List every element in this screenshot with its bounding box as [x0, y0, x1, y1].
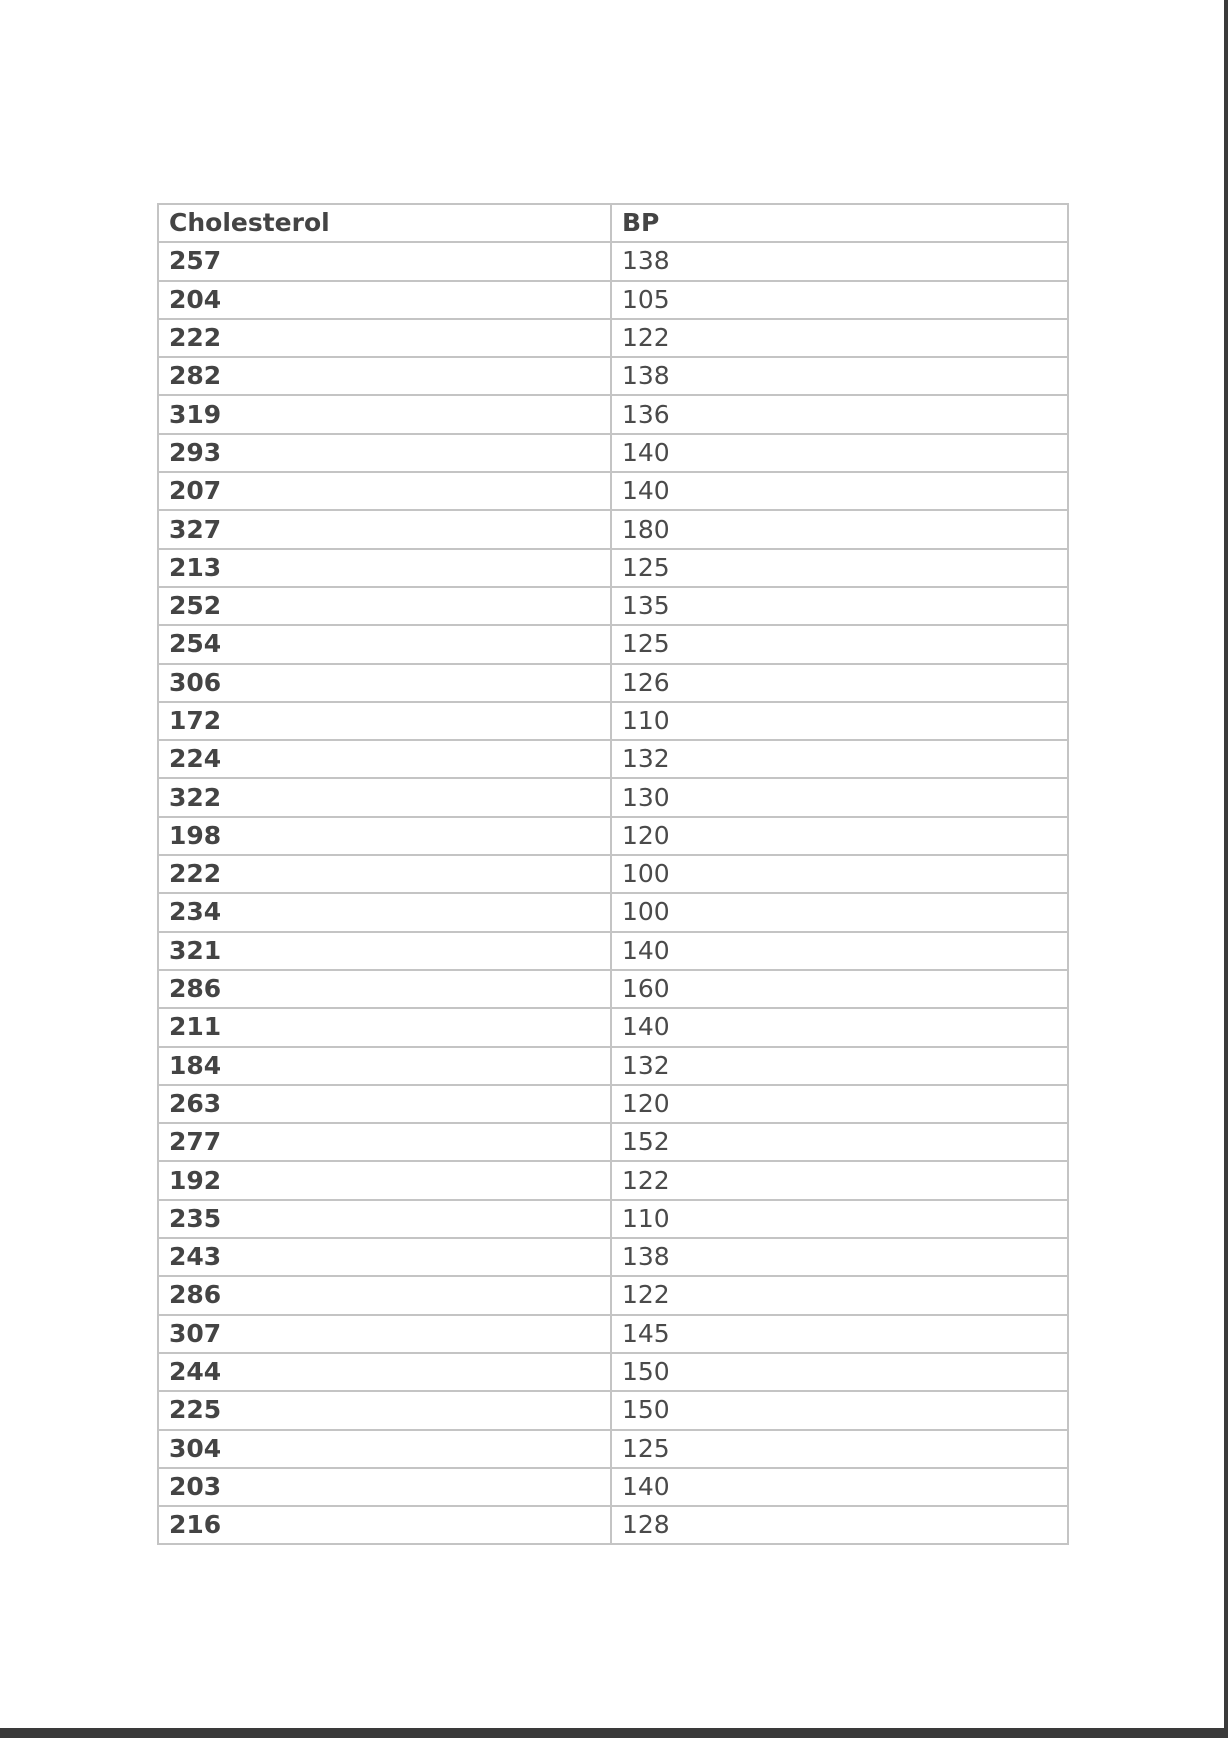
cholesterol-cell: 216 — [159, 1507, 612, 1545]
cholesterol-cell: 254 — [159, 626, 612, 664]
table-row — [159, 473, 1069, 511]
table-row — [159, 1277, 1069, 1315]
bp-cell: 122 — [612, 1162, 1069, 1200]
cholesterol-cell: 277 — [159, 1124, 612, 1162]
table-row — [159, 856, 1069, 894]
bp-cell: 136 — [612, 396, 1069, 434]
bp-cell: 130 — [612, 779, 1069, 817]
cholesterol-cell: 198 — [159, 818, 612, 856]
cholesterol-cell: 263 — [159, 1086, 612, 1124]
table-row — [159, 741, 1069, 779]
bp-cell: 120 — [612, 1086, 1069, 1124]
cholesterol-cell: 225 — [159, 1392, 612, 1430]
cholesterol-cell: 235 — [159, 1201, 612, 1239]
bp-cell: 125 — [612, 1431, 1069, 1469]
table-row — [159, 1354, 1069, 1392]
bp-cell: 125 — [612, 550, 1069, 588]
table-row — [159, 1162, 1069, 1200]
table-row — [159, 320, 1069, 358]
table-row — [159, 1316, 1069, 1354]
bp-cell: 110 — [612, 703, 1069, 741]
bp-cell: 135 — [612, 588, 1069, 626]
bp-cell: 126 — [612, 665, 1069, 703]
cholesterol-cell: 224 — [159, 741, 612, 779]
cholesterol-cell: 319 — [159, 396, 612, 434]
table-body — [159, 243, 1069, 1545]
cholesterol-cell: 222 — [159, 856, 612, 894]
cholesterol-cell: 322 — [159, 779, 612, 817]
bp-cell: 128 — [612, 1507, 1069, 1545]
bp-cell: 100 — [612, 894, 1069, 932]
table-row — [159, 243, 1069, 281]
table-row — [159, 626, 1069, 664]
table-row — [159, 933, 1069, 971]
bp-cell: 120 — [612, 818, 1069, 856]
cholesterol-cell: 184 — [159, 1048, 612, 1086]
cholesterol-cell: 257 — [159, 243, 612, 281]
table-row — [159, 550, 1069, 588]
table-row — [159, 511, 1069, 549]
bp-cell: 152 — [612, 1124, 1069, 1162]
cholesterol-cell: 172 — [159, 703, 612, 741]
table-row — [159, 779, 1069, 817]
table-row — [159, 396, 1069, 434]
cholesterol-cell: 211 — [159, 1009, 612, 1047]
table-row — [159, 1431, 1069, 1469]
bp-cell: 150 — [612, 1354, 1069, 1392]
cholesterol-cell: 321 — [159, 933, 612, 971]
bp-cell: 110 — [612, 1201, 1069, 1239]
table-header-row — [159, 205, 1069, 243]
viewer-edge-right — [1224, 0, 1228, 1738]
bp-cell: 140 — [612, 473, 1069, 511]
table-row — [159, 1239, 1069, 1277]
cholesterol-cell: 213 — [159, 550, 612, 588]
bp-cell: 160 — [612, 971, 1069, 1009]
table-row — [159, 358, 1069, 396]
column-header-cholesterol: Cholesterol — [159, 205, 612, 243]
table-row — [159, 282, 1069, 320]
table-row — [159, 665, 1069, 703]
cholesterol-cell: 203 — [159, 1469, 612, 1507]
bp-cell: 132 — [612, 1048, 1069, 1086]
table-row — [159, 1201, 1069, 1239]
bp-cell: 140 — [612, 933, 1069, 971]
table-row — [159, 1392, 1069, 1430]
table-row — [159, 1507, 1069, 1545]
bp-cell: 138 — [612, 243, 1069, 281]
table-row — [159, 1469, 1069, 1507]
cholesterol-cell: 222 — [159, 320, 612, 358]
bp-cell: 138 — [612, 358, 1069, 396]
cholesterol-cell: 252 — [159, 588, 612, 626]
bp-cell: 100 — [612, 856, 1069, 894]
cholesterol-cell: 293 — [159, 435, 612, 473]
table-row — [159, 1086, 1069, 1124]
bp-cell: 140 — [612, 1469, 1069, 1507]
table-row — [159, 588, 1069, 626]
table-row — [159, 1009, 1069, 1047]
bp-cell: 122 — [612, 320, 1069, 358]
cholesterol-cell: 207 — [159, 473, 612, 511]
cholesterol-cell: 192 — [159, 1162, 612, 1200]
bp-cell: 132 — [612, 741, 1069, 779]
table-row — [159, 435, 1069, 473]
cholesterol-cell: 327 — [159, 511, 612, 549]
bp-cell: 140 — [612, 435, 1069, 473]
cholesterol-cell: 304 — [159, 1431, 612, 1469]
bp-cell: 105 — [612, 282, 1069, 320]
viewer-edge-bottom — [0, 1728, 1228, 1738]
cholesterol-cell: 286 — [159, 971, 612, 1009]
bp-cell: 140 — [612, 1009, 1069, 1047]
data-table — [157, 203, 1069, 1545]
table-row — [159, 1124, 1069, 1162]
cholesterol-cell: 243 — [159, 1239, 612, 1277]
bp-cell: 138 — [612, 1239, 1069, 1277]
bp-cell: 122 — [612, 1277, 1069, 1315]
table-row — [159, 703, 1069, 741]
table-row — [159, 818, 1069, 856]
cholesterol-cell: 234 — [159, 894, 612, 932]
cholesterol-cell: 286 — [159, 1277, 612, 1315]
bp-cell: 150 — [612, 1392, 1069, 1430]
table-row — [159, 894, 1069, 932]
cholesterol-cell: 244 — [159, 1354, 612, 1392]
bp-cell: 125 — [612, 626, 1069, 664]
cholesterol-cell: 306 — [159, 665, 612, 703]
cholesterol-cell: 282 — [159, 358, 612, 396]
table-row — [159, 1048, 1069, 1086]
column-header-bp: BP — [612, 205, 1069, 243]
bp-cell: 145 — [612, 1316, 1069, 1354]
cholesterol-cell: 307 — [159, 1316, 612, 1354]
bp-cell: 180 — [612, 511, 1069, 549]
table-row — [159, 971, 1069, 1009]
cholesterol-cell: 204 — [159, 282, 612, 320]
